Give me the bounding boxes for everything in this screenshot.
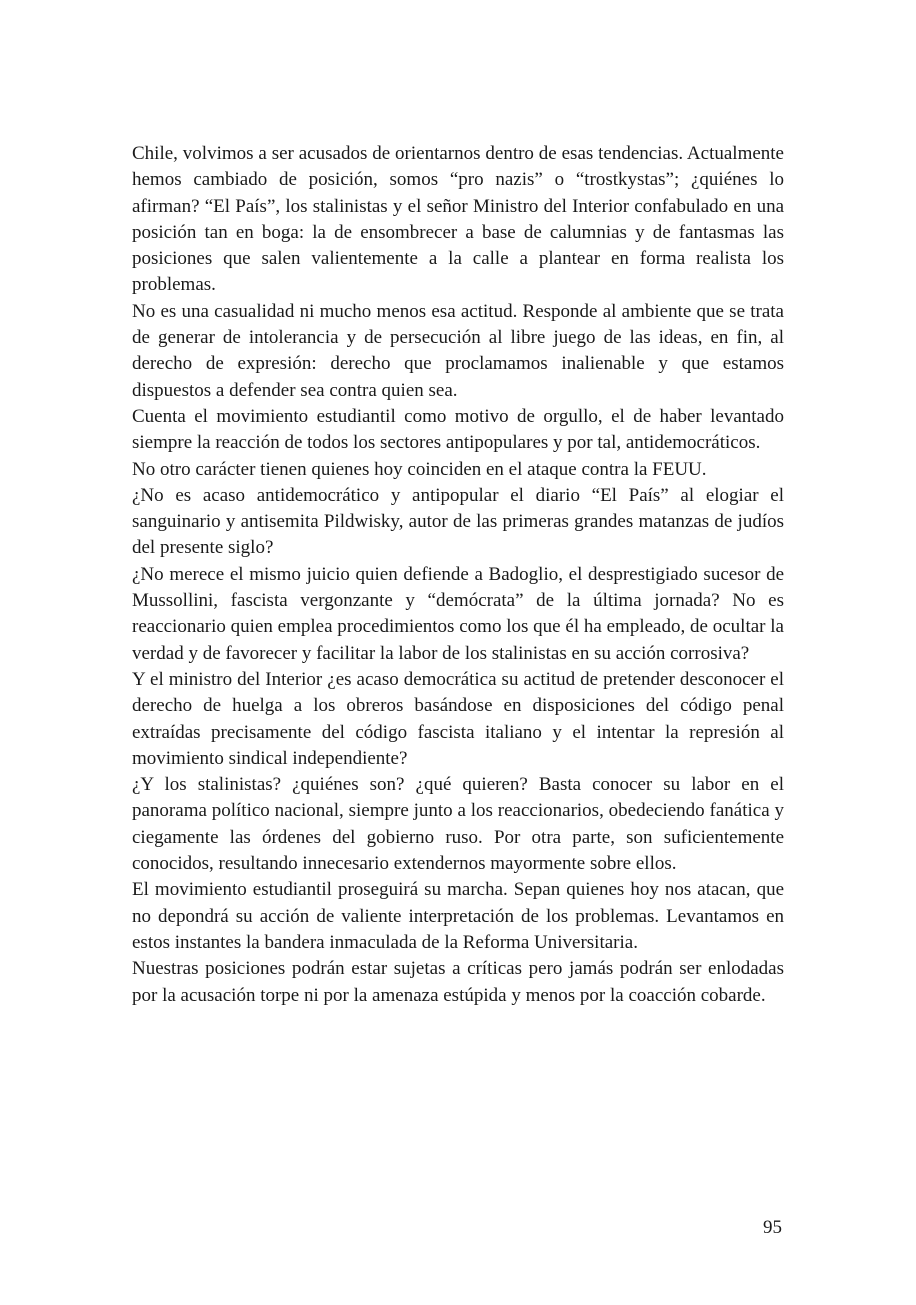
body-text bbox=[132, 141, 784, 1009]
paragraph-3: Cuenta el movimiento estudiantil como motivo de orgullo, el de haber levantado siempre la reacción de todos los sectores antipopulares y por tal, antidemocráticos. bbox=[132, 405, 784, 454]
paragraph-8: ¿Y los stalinistas? ¿quiénes son? ¿qué quieren? Basta conocer su labor en el panorama político nacional, siempre junto a los reaccionarios, obedeciendo fanática y ciegamente las órdenes del gobierno ruso. Por otra parte, son suficientemente conocidos, resultando innecesario extendernos mayormente sobre ellos. bbox=[132, 774, 784, 875]
paragraph-10: Nuestras posiciones podrán estar sujetas a críticas pero jamás podrán ser enlodadas por la acusación torpe ni por la amenaza estúpida y menos por la coacción cobarde. bbox=[132, 958, 784, 1006]
page-number: 95 bbox=[763, 1217, 782, 1238]
paragraph-4: No otro carácter tienen quienes hoy coinciden en el ataque contra la FEUU. bbox=[132, 458, 707, 480]
paragraph-9: El movimiento estudiantil proseguirá su marcha. Sepan quienes hoy nos atacan, que no depondrá su acción de valiente interpretación de los problemas. Levantamos en estos instantes la bandera inmaculada de la Reforma Universitaria. bbox=[132, 879, 784, 953]
paragraph-7: Y el ministro del Interior ¿es acaso democrática su actitud de pretender desconocer el derecho de huelga a los obreros basándose en disposiciones del código penal extraídas precisamente del código fascista italiano y el intentar la represión al movimiento sindical independiente? bbox=[132, 668, 784, 769]
paragraph-1: Chile, volvimos a ser acusados de orientarnos dentro de esas tendencias. Actualmente hemos cambiado de posición, somos “pro nazis” o “trostkystas”; ¿quiénes lo afirman? “El País”, los stalinistas y el señor Ministro del Interior confabulado en una posición tan en boga: la de ensombrecer a base de calumnias y de fantasmas las posiciones que salen valientemente a la calle a plantear en forma realista los problemas. bbox=[132, 143, 784, 296]
paragraph-2: No es una casualidad ni mucho menos esa actitud. Responde al ambiente que se trata de generar de intolerancia y de persecución al libre juego de las ideas, en fin, al derecho de expresión: derecho que proclamamos inalienable y que estamos dispuestos a defender sea contra quien sea. bbox=[132, 300, 784, 401]
paragraph-5: ¿No es acaso antidemocrático y antipopular el diario “El País” al elogiar el sanguinario y antisemita Pildwisky, autor de las primeras grandes matanzas de judíos del presente siglo? bbox=[132, 484, 784, 559]
paragraph-6: ¿No merece el mismo juicio quien defiende a Badoglio, el desprestigiado sucesor de Mussollini, fascista vergonzante y “demócrata” de la última jornada? No es reaccionario quien emplea procedimientos como los que él ha empleado, de ocultar la verdad y de favorecer y facilitar la labor de los stalinistas en su acción corrosiva? bbox=[132, 563, 784, 664]
